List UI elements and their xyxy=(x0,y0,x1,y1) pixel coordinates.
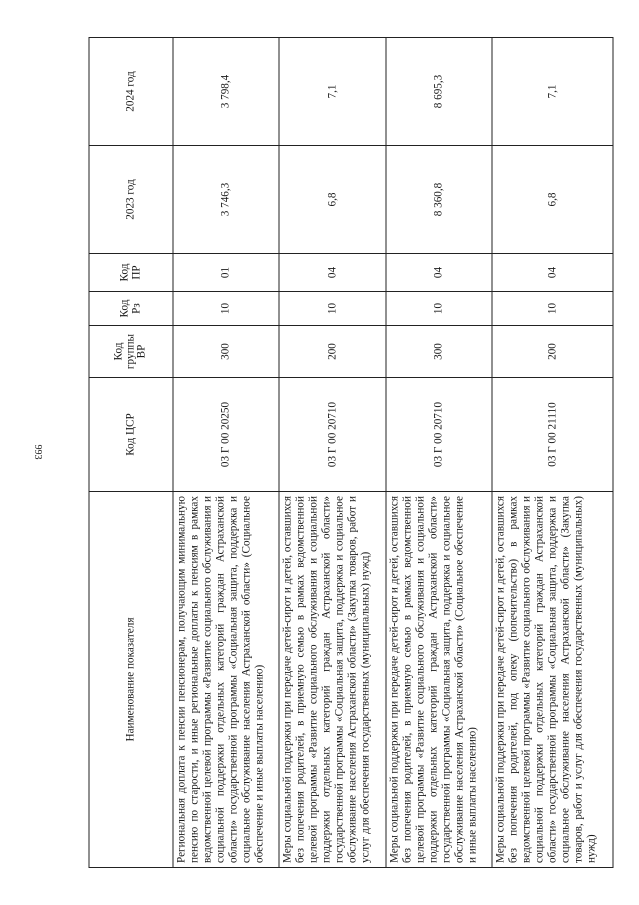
header-csr: Код ЦСР xyxy=(89,378,173,492)
pr-code: 04 xyxy=(492,254,613,292)
rz-code: 10 xyxy=(492,292,613,326)
amount-2024: 8 695,3 xyxy=(385,38,491,146)
indicator-name: Меры социальной поддержки при передаче детей-сирот и детей, оставшихся без попечения родителей, в приемную семью в рамках ведомственной целевой программы «Развитие социального обслуживания и социальной поддержки отдельных категорий граждан Астраханской области» государственной программы «Социальная защита, поддержка и социальное обслуживание населения Астраханской области» (Закупка товаров, работ и услуг для обеспечения государственных (муниципальных) нужд) xyxy=(279,492,385,868)
amount-2024: 3 798,4 xyxy=(173,38,279,146)
pr-code: 04 xyxy=(385,254,491,292)
page-number: 993 xyxy=(32,444,43,460)
csr-code: 03 Г 00 20710 xyxy=(279,378,385,492)
vr-code: 200 xyxy=(492,326,613,378)
indicator-name: Региональная доплата к пенсии пенсионерам, получающим минимальную пенсию по старости, и иные региональные доплаты к пенсиям в рамках ведомственной целевой программы «Развитие социального обслуживания и социальной поддержки отдельных категорий граждан Астраханской области» государственной программы «Социальная защита, поддержка и социальное обслуживание населения Астраханской области» (Социальное обеспечение и иные выплаты населению) xyxy=(173,492,279,868)
header-name: Наименование показателя xyxy=(89,492,173,868)
table-row xyxy=(279,38,385,868)
header-2023: 2023 год xyxy=(89,146,173,254)
header-pr: Код ПР xyxy=(89,254,173,292)
table-row xyxy=(173,38,279,868)
landscape-table-frame xyxy=(88,38,613,868)
amount-2023: 6,8 xyxy=(492,146,613,254)
indicator-name: Меры социальной поддержки при передаче детей-сирот и детей, оставшихся без попечения родителей, под опеку (попечительство) в рамках ведомственной целевой программы «Развитие социального обслуживания и социальной поддержки отдельных категорий граждан Астраханской области» государственной программы «Социальная защита, поддержка и социальное обслуживание населения Астраханской области» (Закупка товаров, работ и услуг для обеспечения государственных (муниципальных) нужд) xyxy=(492,492,613,868)
csr-code: 03 Г 00 21110 xyxy=(492,378,613,492)
table-header-row xyxy=(89,38,173,868)
amount-2023: 8 360,8 xyxy=(385,146,491,254)
rz-code: 10 xyxy=(173,292,279,326)
table-row xyxy=(492,38,613,868)
amount-2024: 7,1 xyxy=(279,38,385,146)
rotated-page-content xyxy=(88,38,613,868)
vr-code: 300 xyxy=(173,326,279,378)
header-2024: 2024 год xyxy=(89,38,173,146)
csr-code: 03 Г 00 20710 xyxy=(385,378,491,492)
vr-code: 200 xyxy=(279,326,385,378)
indicator-name: Меры социальной поддержки при передаче детей-сирот и детей, оставшихся без попечения родителей, в приемную семью в рамках ведомственной целевой программы «Развитие социального обслуживания и социальной поддержки отдельных категорий граждан Астраханской области» государственной программы «Социальная защита, поддержка и социальное обслуживание населения Астраханской области» (Социальное обеспечение и иные выплаты населению) xyxy=(385,492,491,868)
csr-code: 03 Г 00 20250 xyxy=(173,378,279,492)
rz-code: 10 xyxy=(279,292,385,326)
pr-code: 04 xyxy=(279,254,385,292)
amount-2023: 6,8 xyxy=(279,146,385,254)
amount-2023: 3 746,3 xyxy=(173,146,279,254)
budget-table xyxy=(88,37,613,868)
pr-code: 01 xyxy=(173,254,279,292)
header-rz: Код Рз xyxy=(89,292,173,326)
rz-code: 10 xyxy=(385,292,491,326)
amount-2024: 7,1 xyxy=(492,38,613,146)
header-vr: Код группы ВР xyxy=(89,326,173,378)
table-row xyxy=(385,38,491,868)
vr-code: 300 xyxy=(385,326,491,378)
